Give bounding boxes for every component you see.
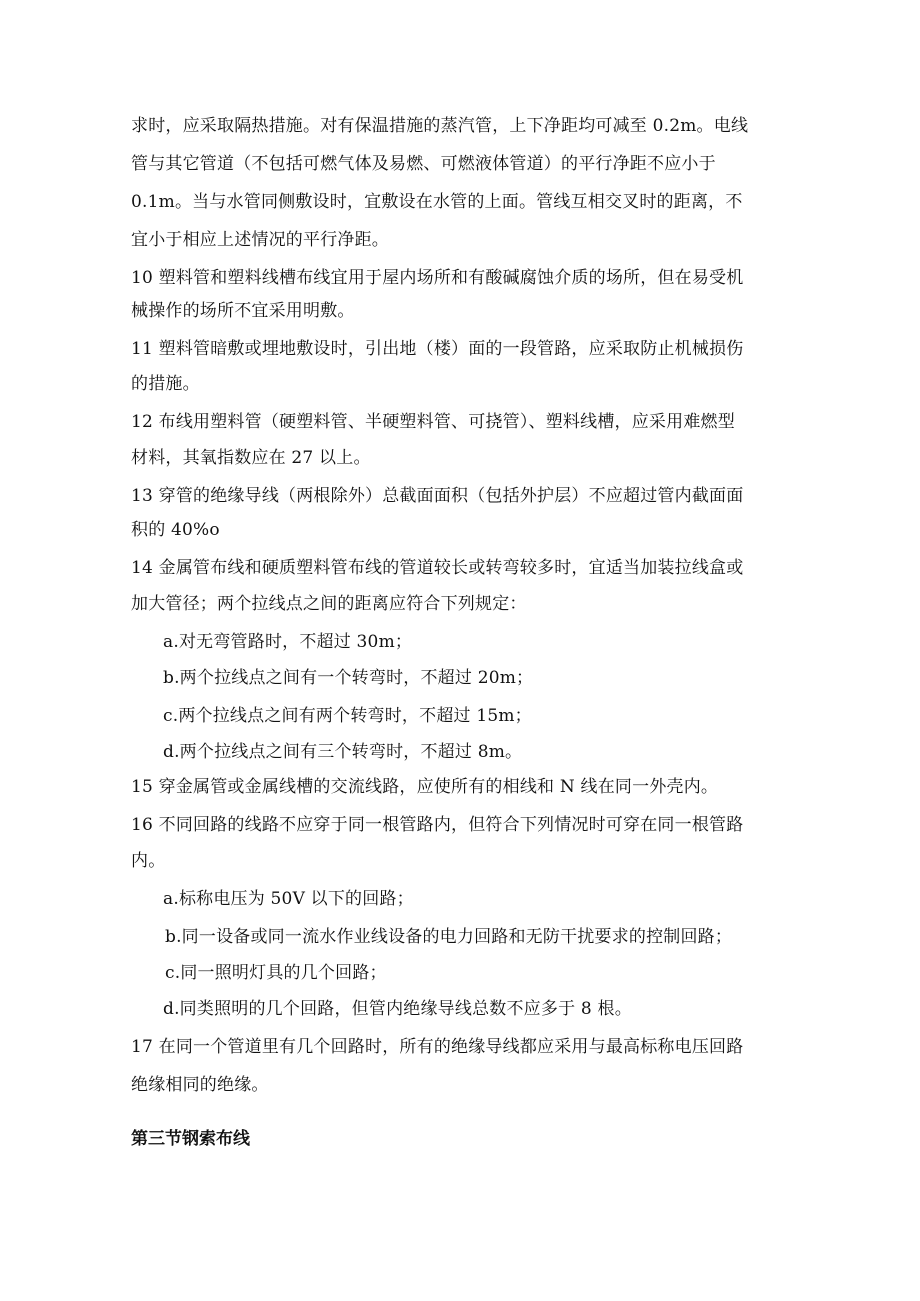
section-heading: 第三节钢索布线: [131, 1129, 250, 1149]
paragraph-line: 16 不同回路的线路不应穿于同一根管路内，但符合下列情况时可穿在同一根管路: [131, 815, 744, 835]
paragraph-line: 15 穿金属管或金属线槽的交流线路，应使所有的相线和 N 线在同一外壳内。: [131, 777, 719, 797]
list-item: b.两个拉线点之间有一个转弯时，不超过 20m；: [163, 668, 534, 688]
paragraph-line: 管与其它管道（不包括可燃气体及易燃、可燃液体管道）的平行净距不应小于: [131, 154, 716, 174]
paragraph-line: 13 穿管的绝缘导线（两根除外）总截面面积（包括外护层）不应超过管内截面面: [131, 486, 744, 506]
paragraph-line: 材料，其氧指数应在 27 以上。: [131, 448, 371, 468]
paragraph-line: 内。: [131, 851, 166, 871]
list-item: c.同一照明灯具的几个回路；: [165, 963, 387, 983]
list-item: d.两个拉线点之间有三个转弯时，不超过 8m。: [163, 742, 523, 762]
paragraph-line: 宜小于相应上述情况的平行净距。: [131, 230, 389, 250]
paragraph-line: 0.1m。当与水管同侧敷设时，宜敷设在水管的上面。管线互相交叉时的距离，不: [131, 192, 743, 212]
paragraph-line: 12 布线用塑料管（硬塑料管、半硬塑料管、可挠管）、塑料线槽，应采用难燃型: [131, 412, 735, 432]
list-item: a.对无弯管路时，不超过 30m；: [163, 632, 413, 652]
paragraph-line: 求时，应采取隔热措施。对有保温措施的蒸汽管，上下净距均可减至 0.2m。电线: [131, 116, 749, 136]
paragraph-line: 11 塑料管暗敷或埋地敷设时，引出地（楼）面的一段管路，应采取防止机械损伤: [131, 339, 744, 359]
list-item: b.同一设备或同一流水作业线设备的电力回路和无防干扰要求的控制回路；: [165, 927, 733, 947]
paragraph-line: 积的 40%o: [131, 520, 220, 540]
paragraph-line: 加大管径；两个拉线点之间的距离应符合下列规定：: [131, 594, 527, 614]
paragraph-line: 10 塑料管和塑料线槽布线宜用于屋内场所和有酸碱腐蚀介质的场所，但在易受机: [131, 268, 744, 288]
paragraph-line: 14 金属管布线和硬质塑料管布线的管道较长或转弯较多时，宜适当加装拉线盒或: [131, 558, 744, 578]
paragraph-line: 17 在同一个管道里有几个回路时，所有的绝缘导线都应采用与最高标称电压回路: [131, 1037, 744, 1057]
paragraph-line: 的措施。: [131, 374, 200, 394]
paragraph-line: 绝缘相同的绝缘。: [131, 1075, 269, 1095]
list-item: c.两个拉线点之间有两个转弯时，不超过 15m；: [163, 706, 532, 726]
list-item: d.同类照明的几个回路，但管内绝缘导线总数不应多于 8 根。: [163, 999, 632, 1019]
list-item: a.标称电压为 50V 以下的回路；: [163, 889, 414, 909]
paragraph-line: 械操作的场所不宜采用明敷。: [131, 301, 355, 321]
